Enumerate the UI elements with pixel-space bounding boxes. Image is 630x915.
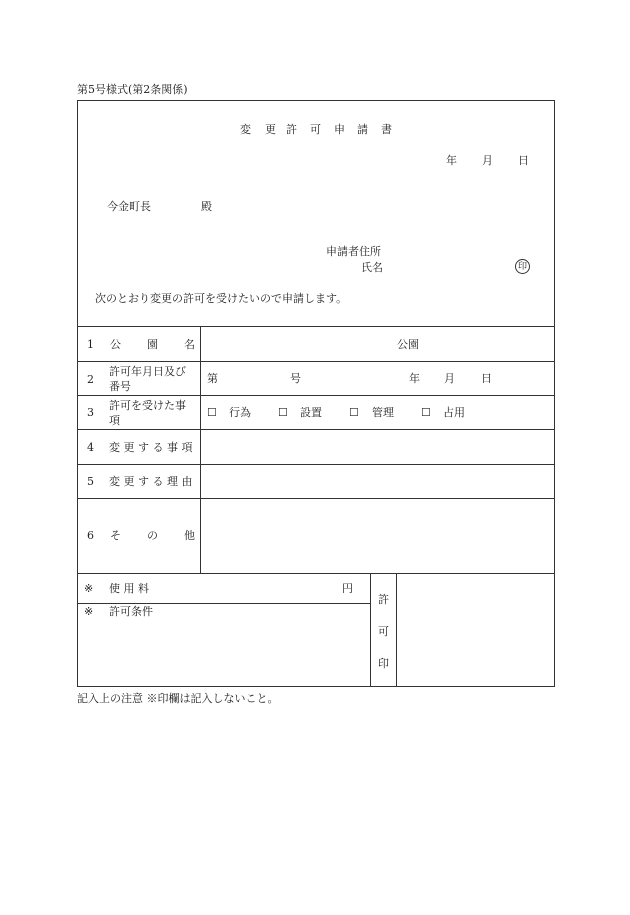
form-title-char: 許 (286, 123, 297, 136)
permit-stamp-char: 印 (378, 657, 389, 670)
checkbox-manage-label: 管理 (372, 406, 394, 419)
permit-stamp-char: 許 (378, 593, 389, 606)
form-title-char: 請 (357, 123, 368, 136)
row-label: 許可年月日及び (109, 365, 186, 378)
row-label: 項 (109, 414, 120, 427)
divider (200, 326, 201, 573)
form-title-char: 書 (381, 123, 392, 136)
date-day-label: 日 (518, 154, 529, 167)
checkbox-occupy-label: 占用 (443, 406, 465, 419)
addressee-name: 今金町長 (107, 200, 151, 213)
applicant-name-label: 氏名 (361, 261, 383, 274)
intro-text: 次のとおり変更の許可を受けたいので申請します。 (95, 292, 348, 305)
fee-mark: ※ (84, 582, 94, 595)
form-title-char: 更 (265, 123, 276, 136)
permit-year-label: 年 (409, 372, 420, 385)
applicant-address-label: 申請者住所 (326, 245, 381, 258)
permit-day-label: 日 (481, 372, 492, 385)
divider (77, 464, 555, 465)
form-title-char: 申 (334, 123, 345, 136)
row-label-char: 園 (147, 338, 158, 351)
form-title-char: 変 (240, 123, 251, 136)
checkbox-manage[interactable]: ☐ (349, 406, 359, 419)
permit-stamp-char: 可 (378, 625, 389, 638)
seal-mark: 印 (515, 259, 530, 274)
checkbox-install-label: 設置 (300, 406, 322, 419)
permit-number-prefix: 第 (207, 372, 218, 385)
form-number-label: 第5号様式(第2条関係) (77, 83, 188, 96)
checkbox-occupy[interactable]: ☐ (421, 406, 431, 419)
divider (77, 603, 370, 604)
permit-number-suffix: 号 (290, 372, 301, 385)
fee-unit: 円 (342, 582, 353, 595)
row-label-char: 名 (184, 338, 195, 351)
entry-note: 記入上の注意 ※印欄は記入しないこと。 (77, 692, 279, 705)
divider (370, 573, 371, 687)
condition-mark: ※ (84, 605, 94, 618)
checkbox-install[interactable]: ☐ (278, 406, 288, 419)
date-month-label: 月 (482, 154, 493, 167)
row-number: 1 (87, 338, 94, 351)
row-label: 変 更 す る 理 由 (109, 475, 193, 488)
row-label-char: そ (110, 529, 121, 542)
date-year-label: 年 (446, 154, 457, 167)
fee-label: 使 用 料 (109, 582, 149, 595)
condition-label: 許可条件 (109, 605, 153, 618)
row-number: 2 (87, 373, 94, 386)
row-label: 変 更 す る 事 項 (109, 441, 193, 454)
divider (77, 573, 555, 574)
row-number: 5 (87, 475, 94, 488)
row-number: 6 (87, 529, 94, 542)
row-label-char: の (147, 529, 158, 542)
divider (77, 326, 555, 327)
row-label: 番号 (109, 380, 131, 393)
divider (77, 498, 555, 499)
addressee-honorific: 殿 (201, 200, 212, 213)
row-number: 3 (87, 406, 94, 419)
row-label-char: 他 (184, 529, 195, 542)
application-form-frame (77, 100, 555, 687)
row-label-char: 公 (110, 338, 121, 351)
divider (77, 429, 555, 430)
divider (77, 361, 555, 362)
row-number: 4 (87, 441, 94, 454)
form-title-char: 可 (310, 123, 321, 136)
checkbox-act-label: 行為 (229, 406, 251, 419)
divider (396, 573, 397, 687)
checkbox-act[interactable]: ☐ (207, 406, 217, 419)
divider (77, 395, 555, 396)
permit-month-label: 月 (444, 372, 455, 385)
row-label: 許可を受けた事 (109, 399, 186, 412)
park-name-value: 公園 (397, 338, 419, 351)
